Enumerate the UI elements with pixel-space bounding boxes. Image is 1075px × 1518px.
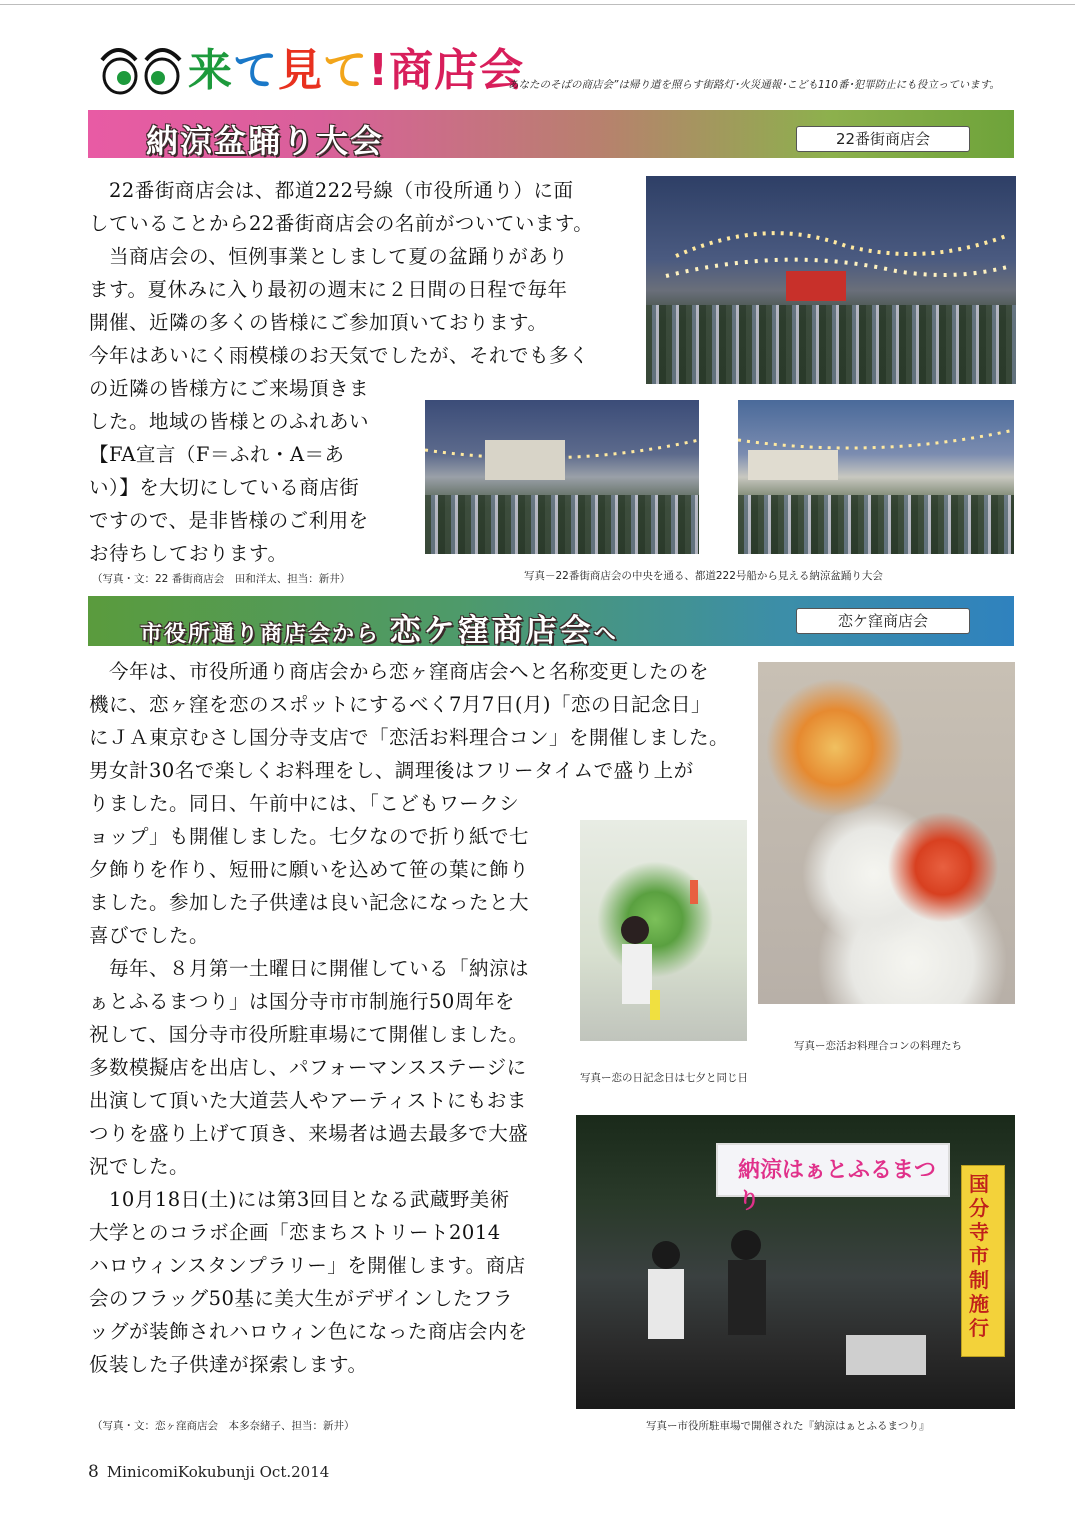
text-line: の近隣の皆様方にご来場頂きま bbox=[89, 377, 370, 400]
text-line: していることから22番街商店会の名前がついています。 bbox=[89, 212, 594, 235]
text-line: ました。参加した子供達は良い記念になったと大 bbox=[89, 891, 530, 914]
text-line: 機に、恋ヶ窪を恋のスポットにするべく7月7日(月)「恋の日記念日」 bbox=[89, 693, 712, 716]
crowd-graphic bbox=[425, 495, 699, 554]
text-line: 男女計30名で楽しくお料理をし、調理後はフリータイムで盛り上が bbox=[89, 759, 694, 782]
text-line: 祝して、国分寺市役所駐車場にて開催しました。 bbox=[89, 1023, 529, 1046]
section2-body-narrow bbox=[89, 787, 559, 1381]
page-number: 8 bbox=[88, 1462, 99, 1482]
text-line: ですので、是非皆様のご利用を bbox=[89, 509, 369, 532]
logo-char: ! bbox=[368, 45, 390, 96]
logo-char: 来 bbox=[188, 45, 233, 96]
section2-tag: 恋ケ窪商店会 bbox=[796, 608, 970, 634]
section2-title bbox=[140, 605, 618, 650]
text-line: ます。夏休みに入り最初の週末に２日間の日程で毎年 bbox=[89, 278, 568, 301]
text-line: 開催、近隣の多くの皆様にご参加頂いております。 bbox=[89, 311, 548, 334]
festival-banner-text: 納涼はぁとふるまつり bbox=[738, 1158, 937, 1214]
text-line: した。地域の皆様とのふれあい bbox=[89, 410, 370, 433]
food-caption: 写真ー恋活お料理合コンの料理たち bbox=[794, 1040, 962, 1052]
text-line: 毎年、８月第一土曜日に開催している「納涼は bbox=[89, 957, 530, 980]
tanabata-photo bbox=[580, 820, 747, 1041]
festival-caption: 写真ー市役所駐車場で開催された『納涼はぁとふるまつり』 bbox=[646, 1420, 930, 1432]
section1-body-narrow bbox=[89, 372, 419, 570]
text-line: ョップ」も開催しました。七夕なので折り紙で七 bbox=[89, 825, 530, 848]
performers-graphic bbox=[576, 1115, 1015, 1409]
bon-dance-photo-main bbox=[646, 176, 1016, 384]
text-line: お待ちしております。 bbox=[89, 542, 288, 565]
sign-text: 国分寺市制施行 bbox=[969, 1172, 989, 1340]
section2-credit: （写真・文：恋ヶ窪商店会 本多奈緒子、担当：新井） bbox=[92, 1420, 355, 1432]
section1-caption: 写真－22番街商店会の中央を通る、都道222号船から見える納涼盆踊り大会 bbox=[524, 570, 883, 582]
text-line: 10月18日(土)には第3回目となる武蔵野美術 bbox=[89, 1188, 510, 1211]
logo-char: 見 bbox=[278, 45, 323, 96]
crowd-graphic bbox=[738, 495, 1014, 554]
logo-char: 商店会 bbox=[389, 45, 525, 96]
text-line: 喜びでした。 bbox=[89, 924, 210, 947]
bon-dance-photo-left bbox=[425, 400, 699, 554]
bon-dance-photo-right bbox=[738, 400, 1014, 554]
text-line: 仮装した子供達が探索します。 bbox=[89, 1353, 368, 1376]
logo-char: て bbox=[323, 45, 368, 96]
header-logo bbox=[98, 30, 525, 102]
text-line: ッグが装飾されハロウィン色になった商店会内を bbox=[89, 1320, 528, 1343]
festival-photo bbox=[576, 1115, 1015, 1409]
logo-char: て bbox=[233, 45, 278, 96]
text-line: 22番街商店会は、都道222号線（市役所通り）に面 bbox=[89, 179, 574, 202]
eyes-icon bbox=[98, 38, 184, 98]
text-line: ハロウィンスタンプラリー」を開催します。商店 bbox=[89, 1254, 526, 1277]
text-line: ぁとふるまつり」は国分寺市市制施行50周年を bbox=[89, 990, 515, 1013]
section1-title: 納涼盆踊り大会 bbox=[146, 122, 385, 160]
text-line: りました。同日、午前中には、「こどもワークシ bbox=[89, 792, 520, 815]
title-prefix: 市役所通り商店会から bbox=[140, 622, 381, 647]
text-line: 出演して頂いた大道芸人やアーティストにもおま bbox=[89, 1089, 527, 1112]
text-line: 多数模擬店を出店し、パフォーマンスステージに bbox=[89, 1056, 527, 1079]
publication-name: MinicomiKokubunji Oct.2014 bbox=[106, 1463, 330, 1481]
top-rule bbox=[0, 4, 1075, 5]
text-line: 今年はあいにく雨模様のお天気でしたが、それでも多く bbox=[89, 344, 590, 367]
section1-tag: 22番街商店会 bbox=[796, 126, 970, 152]
site-title bbox=[188, 34, 524, 98]
title-main: 恋ケ窪商店会 bbox=[389, 613, 594, 649]
text-line: 夕飾りを作り、短冊に願いを込めて笹の葉に飾り bbox=[89, 858, 530, 881]
text-line: 今年は、市役所通り商店会から恋ヶ窪商店会へと名称変更したのを bbox=[89, 660, 710, 683]
section1-body bbox=[89, 174, 629, 372]
text-line: にＪＡ東京むさし国分寺支店で「恋活お料理合コン」を開催しました。 bbox=[89, 726, 730, 749]
child-graphic bbox=[580, 820, 747, 1041]
section2-body bbox=[89, 655, 754, 787]
text-line: い）】を大切にしている商店街 bbox=[89, 476, 360, 499]
header-tagline: あなたのそばの商店会”は帰り道を照らす街路灯･火災通報･こども110番･犯罪防止にも役立っています。 bbox=[508, 79, 1000, 91]
text-line: 会のフラッグ50基に美大生がデザインしたフラ bbox=[89, 1287, 514, 1310]
tanabata-caption: 写真ー恋の日記念日は七夕と同じ日 bbox=[580, 1072, 748, 1084]
text-line: 大学とのコラボ企画「恋まちストリート2014 bbox=[89, 1221, 501, 1244]
text-line: 況でした。 bbox=[89, 1155, 190, 1178]
section1-credit: （写真・文：22 番街商店会 田和洋太、担当：新井） bbox=[92, 573, 351, 585]
title-suffix: へ bbox=[593, 622, 618, 647]
text-line: 【FA宣言（F＝ふれ・A＝あ bbox=[89, 443, 345, 466]
page-footer bbox=[88, 1462, 329, 1482]
crowd-graphic bbox=[646, 305, 1016, 384]
cooking-party-photo bbox=[758, 662, 1015, 1004]
text-line: つりを盛り上げて頂き、来場者は過去最多で大盛 bbox=[89, 1122, 529, 1145]
text-line: 当商店会の、恒例事業としまして夏の盆踊りがあり bbox=[89, 245, 569, 268]
